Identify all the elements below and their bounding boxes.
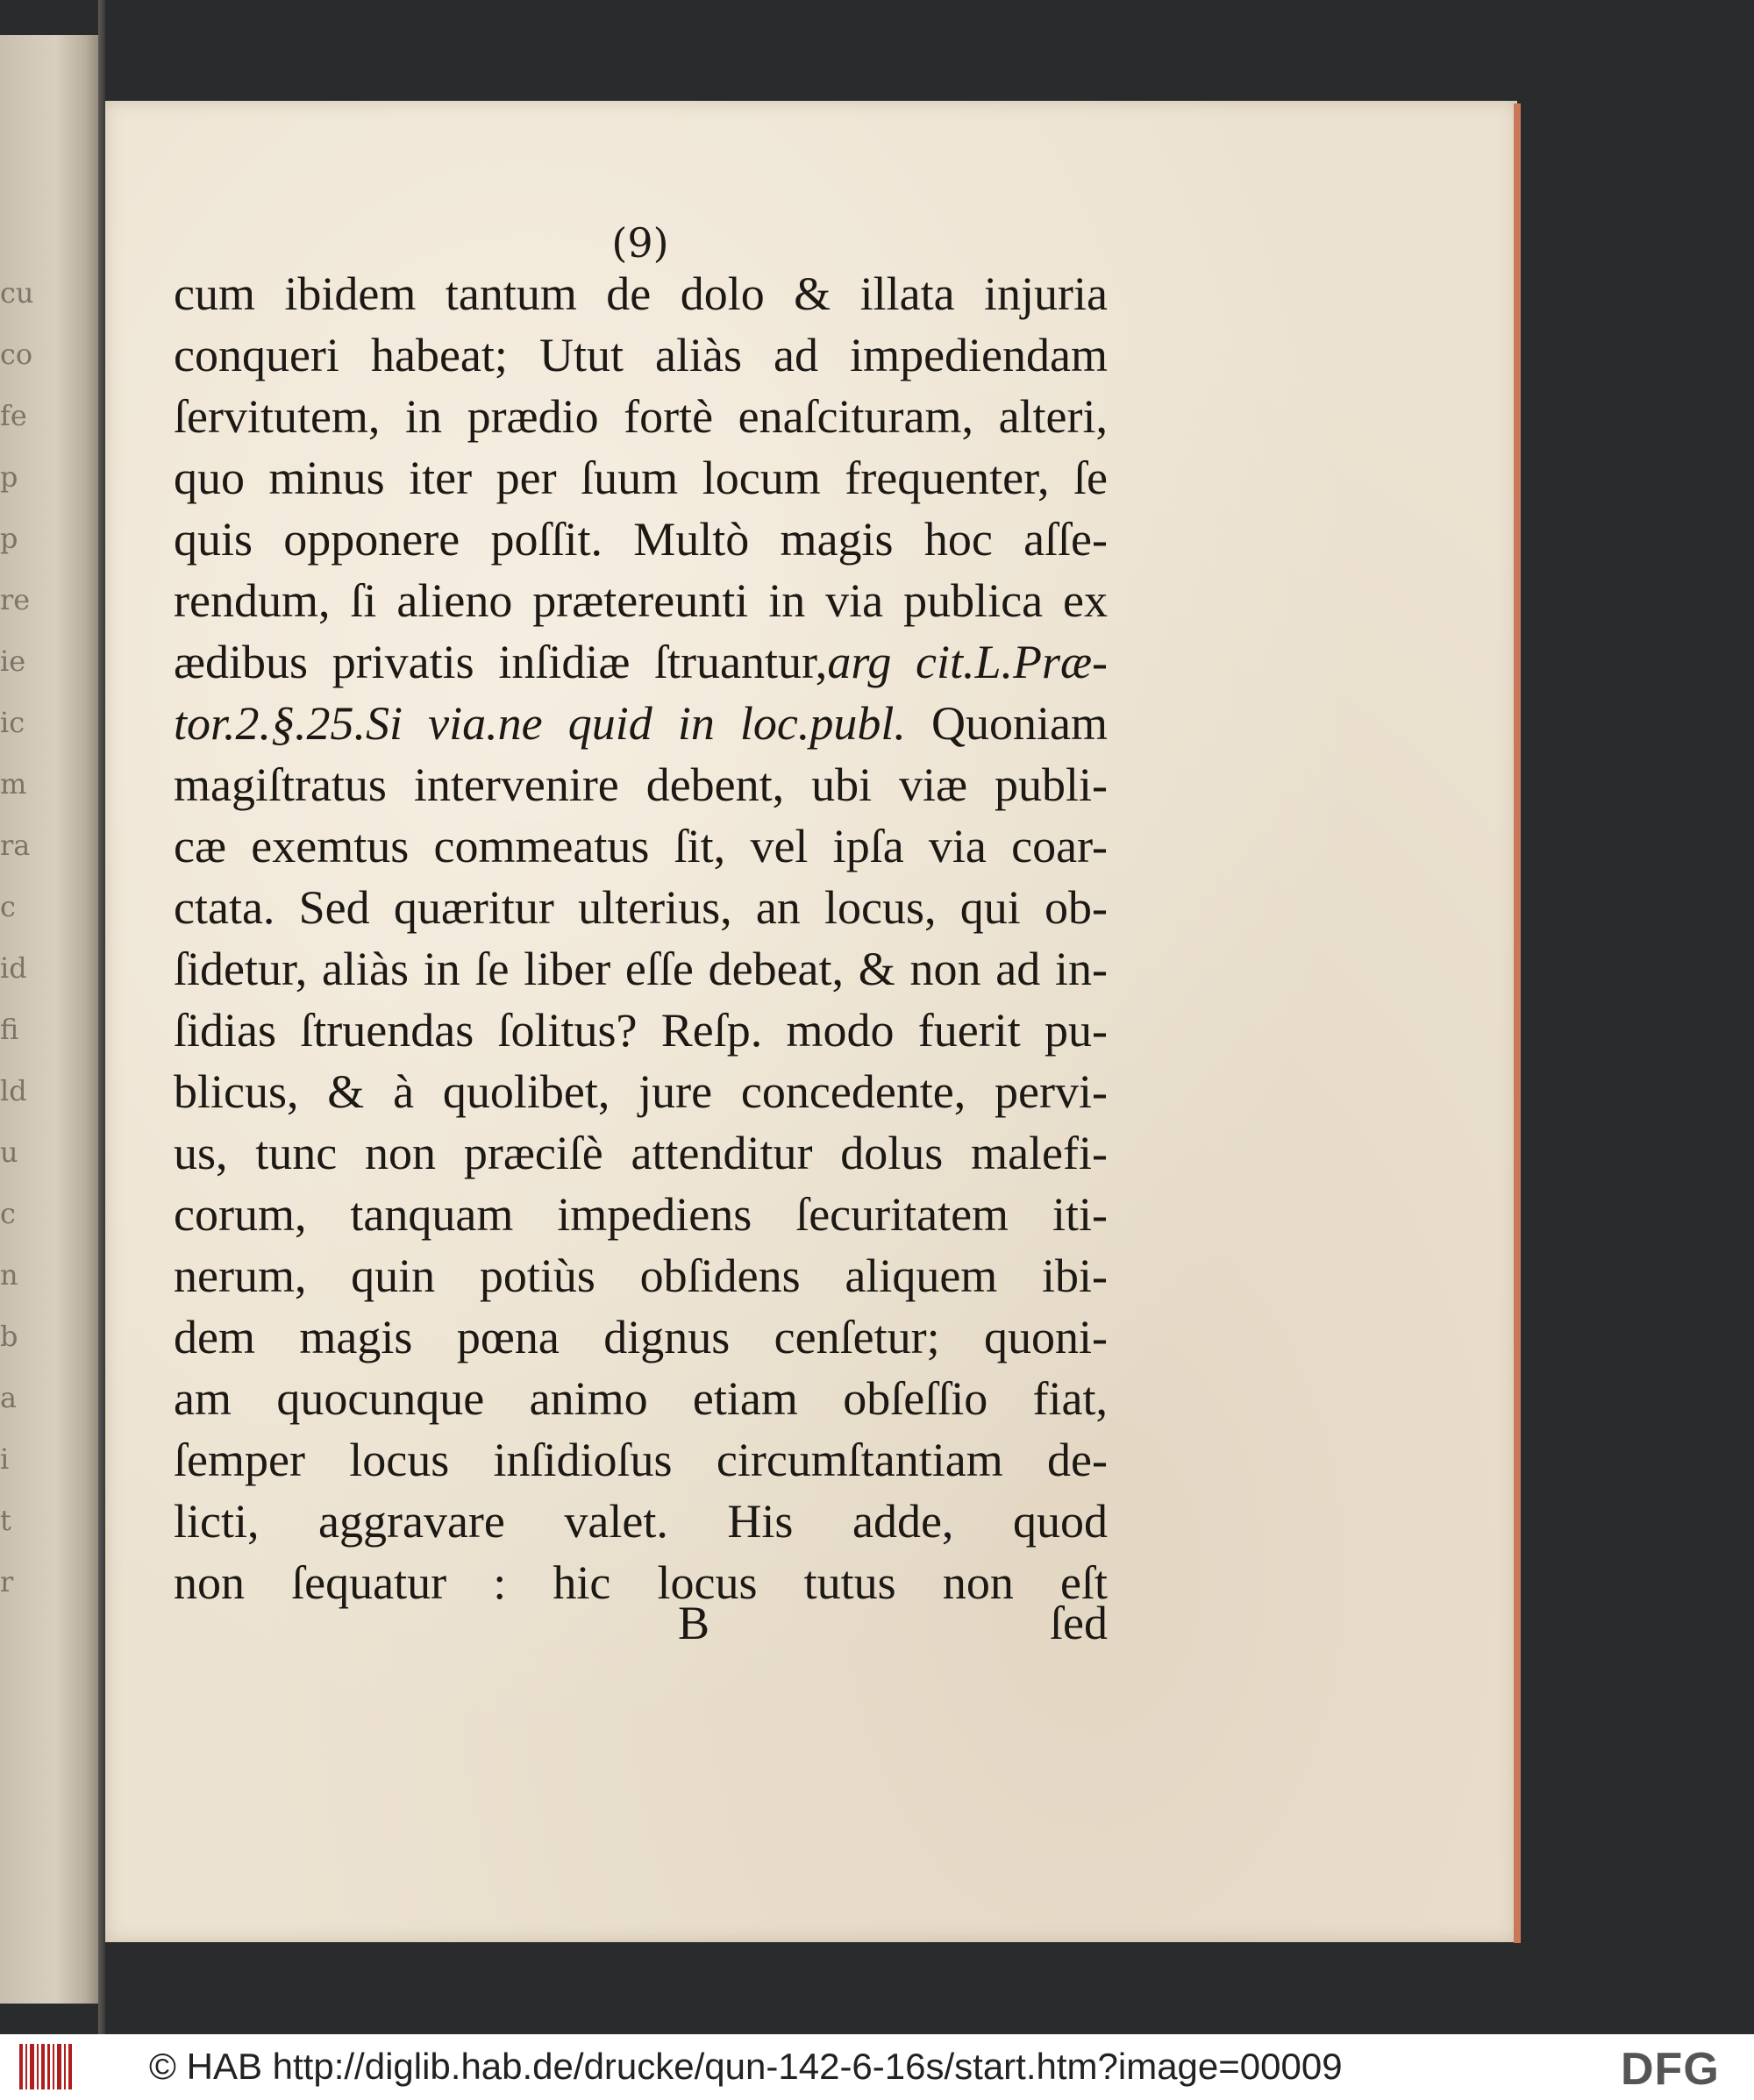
- catchword: ſed: [1050, 1597, 1108, 1649]
- page-edge: [1514, 103, 1521, 1943]
- previous-page-edge: cu co fe p p re ie ic m ra c id fi ld u c n b a i t r: [0, 35, 101, 2004]
- dfg-logo: DFG: [1621, 2044, 1720, 2095]
- text-line-end: Quoniam: [931, 697, 1108, 750]
- citation: arg cit.L.Præ-: [827, 636, 1108, 688]
- text-line: conqueri habeat; Utut aliàs ad impediendam: [174, 329, 1108, 381]
- text-line-start: ædibus privatis inſidiæ ſtruantur,: [174, 636, 828, 688]
- text-line: licti, aggravare valet. His adde, quod: [174, 1495, 1108, 1548]
- text-line: us, tunc non præciſè attenditur dolus malefi-: [174, 1127, 1108, 1179]
- text-line: am quocunque animo etiam obſeſſio fiat,: [174, 1372, 1108, 1425]
- text-line: ſervitutem, in prædio fortè enaſcituram, alteri,: [174, 390, 1108, 443]
- signature-mark: B: [678, 1597, 710, 1649]
- text-line: [174, 631, 1108, 693]
- text-line: rendum, ſi alieno prætereunti in via publica ex: [174, 574, 1108, 627]
- text-line: cæ exemtus commeatus ſit, vel ipſa via coar-: [174, 820, 1108, 872]
- hab-barcode-icon: [19, 2044, 79, 2089]
- text-line: dem magis pœna dignus cenſetur; quoni-: [174, 1311, 1108, 1363]
- text-line: [174, 693, 1108, 754]
- citation: tor.2.§.25.Si via.ne quid in loc.publ.: [174, 697, 906, 750]
- body-text: [174, 263, 1108, 1613]
- text-line: ſidias ſtruendas ſolitus? Reſp. modo fuerit pu-: [174, 1004, 1108, 1057]
- text-line: nerum, quin potiùs obſidens aliquem ibi-: [174, 1249, 1108, 1302]
- copyright-link[interactable]: © HAB http://diglib.hab.de/drucke/qun-142-6-16s/start.htm?image=00009: [149, 2046, 1343, 2087]
- text-line: magiſtratus intervenire debent, ubi viæ publi-: [174, 758, 1108, 811]
- text-line: non ſequatur : hic locus tutus non eſt: [174, 1556, 1108, 1609]
- text-line: ſemper locus inſidioſus circumſtantiam de-: [174, 1434, 1108, 1486]
- page-number: (9): [611, 219, 669, 267]
- text-line: ſidetur, aliàs in ſe liber eſſe debeat, & non ad in-: [174, 943, 1108, 995]
- book-gutter: [98, 0, 105, 2034]
- text-line: quis opponere poſſit. Multò magis hoc aſſe-: [174, 513, 1108, 566]
- text-line: corum, tanquam impediens ſecuritatem iti-: [174, 1188, 1108, 1241]
- page-footer-marks: [174, 1596, 1108, 1657]
- text-line: cum ibidem tantum de dolo & illata injuria: [174, 267, 1108, 320]
- text-line: quo minus iter per ſuum locum frequenter, ſe: [174, 452, 1108, 504]
- text-line: blicus, & à quolibet, jure concedente, pervi-: [174, 1065, 1108, 1118]
- text-line: ctata. Sed quæritur ulterius, an locus, qui ob-: [174, 881, 1108, 934]
